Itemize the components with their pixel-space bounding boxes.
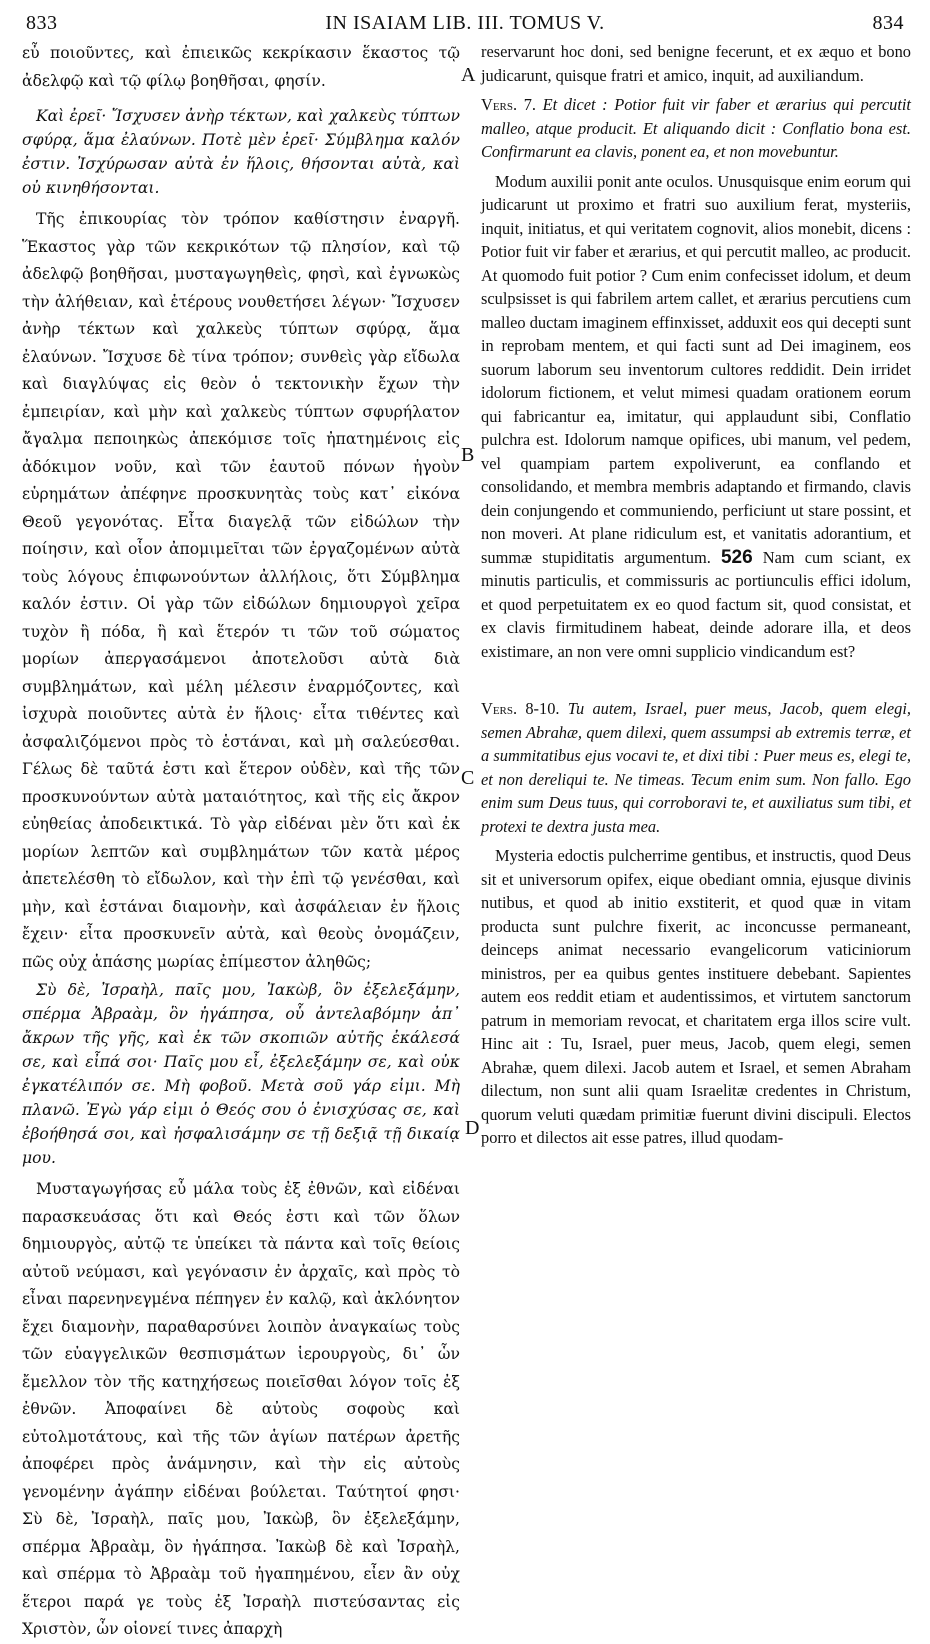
greek-commentary-2: Μυσταγωγήσας εὖ μάλα τοὺς ἐξ ἐθνῶν, καὶ εἰδέναι παρασκευάσας ὅτι καὶ Θεός ἐστι καὶ τῶν ὅλων δημιουργὸς, αὐτῷ τε ὑπείκει τὰ πάντα καὶ τοῖς θείοις αὐτοῦ νεύμασι, καὶ γεγόνασιν ἐν ἀρχαῖς, καὶ πρὸς τὸ εἶναι παρενηνεγμένα πέπηγεν ἐν καλῷ, καὶ ἀκλόνητον ἔχει διαμονὴν, παραθαρσύνει λοιπὸν ἀναγκαίως τοὺς τῶν εὐαγγελικῶν θεσπισμάτων ἱερουργοὺς, δι᾽ ὧν ἔμελλον τὸν τῆς κατηχήσεως ποιεῖσθαι λόγον τοῖς ἐξ ἐθνῶν. Ἀποφαίνει δὲ αὐτοὺς σοφοὺς καὶ εὐτολμοτάτους, καὶ τῆς τῶν ἁγίων πατέρων ἀρετῆς ἀποφέρει πρὸς ἀνάμνησιν, καὶ τὴν εἰς αὐτοὺς γενομένην ἀγάπην εἰδέναι βούλεται. Ταύτητοί φησι· Σὺ δὲ, Ἰσραὴλ, παῖς μου, Ἰακὼβ, ὃν ἐξελεξάμην, σπέρμα Ἀβραὰμ, ὃν ἠγάπησα. Ἰακὼβ δὲ καὶ Ἰσραὴλ, καὶ σπέρμα τὸ Ἀβραὰμ τοῦ ἠγαπημένου, εἶεν ἂν οὐχ ἕτεροι παρά γε τοὺς ἐξ Ἰσραὴλ πιστεύσαντας εἰς Χριστὸν, ὧν οἱονεί τινες ἀπαρχὴ <box>22 1180 460 1638</box>
greek-commentary: Τῆς ἐπικουρίας τὸν τρόπον καθίστησιν ἐναργῆ. Ἕκαστος γὰρ τῶν κεκρικότων τῷ πλησίον, καὶ τῷ ἀδελφῷ βοηθῆσαι, μυσταγωγηθεὶς, φησὶ, καὶ ἐγνωκὼς τὴν ἀλήθειαν, καὶ ἑτέρους νουθετήσει λέγων· Ἴσχυσεν ἀνὴρ τέκτων καὶ χαλκεὺς τύπτων σφύρᾳ, ἅμα ἐλαύνων. Ἴσχυσε δὲ τίνα τρόπον; συνθεὶς γὰρ εἴδωλα καὶ διαγλύψας εἰς θεὸν ὁ τεκτονικὴν ἔχων τὴν ἐμπειρίαν, καὶ μὴν καὶ χαλκεὺς τύπτων σφυρήλατον ἄγαλμα πεποιηκὼς ἀπεκόμισε τοῖς ἠπατημένοις εἰς ἀδόκιμον νοῦν, καὶ τῶν ἑαυτοῦ πόνων ἡγοὺν εὑρημάτων ἀπέφηνε προσκυνητὰς τοὺς κατ᾽ εἰκόνα Θεοῦ γεγονότας. Εἶτα διαγελᾷ τῶν εἰδώλων τὴν ποίησιν, καὶ οἷον ἀπομιμεῖται τῶν ἐργαζομένων αὐτὰ τοὺς λόγους ἐπιφωνούντων ἀλλήλοις, ὅτι Σύμβλημα καλόν ἐστιν. Οἱ γὰρ τῶν εἰδώλων δημιουργοὶ χεῖρα τυχὸν ἢ πόδα, ἢ καὶ ἕτερόν τι τῶν τοῦ σώματος μορίων ἀπεργασάμενοι ἀποτελοῦσι αὐτὰ διὰ συμβλημάτων, καὶ μέλη μέλεσιν ἐναρμόζοντες, καὶ ἰσχυρὰ ποιοῦντες αὐτὰ ἐν ἥλοις· εἶτα τιθέντες καὶ ἀσφαλιζόμενοι πρὸς τὸ ἑστάναι, καὶ μὴ σαλεύεσθαι. Γέλως δὲ ταῦτά ἐστι καὶ ἕτερον οὐδὲν, καὶ τῆς τῶν προσκυνούντων αὐτὰ ματαιότητος, καὶ τῆς εἰς ἄκρον εὐηθείας ἀποδεικτικά. Τὸ γὰρ εἰδέναι μὲν ὅτι καὶ ἐκ μορίων λεπτῶν καὶ συμβλημάτων τῶν κατὰ μέρος ἀπετελέσθη τὸ εἴδωλον, καὶ τὴν ἐπὶ τῷ γενέσθαι, καὶ μὴν, καὶ ἑστάναι διαμονὴν, καὶ ἀσφάλειαν ἐν ἥλοις ἔχειν· εἶτα προσκυνεῖν αὐτὰ, καὶ θεοὺς ὀνομάζειν, πῶς οὐχ ἁπάσης μωρίας ἐπίμεστον ἀληθῶς; <box>22 210 460 971</box>
greek-verse-7: Καὶ ἐρεῖ· Ἴσχυσεν ἀνὴρ τέκτων, καὶ χαλκεὺς τύπτων σφύρᾳ, ἅμα ἐλαύνων. Ποτὲ μὲν ἐρεῖ· Σύμβλημα καλόν ἐστιν. Ἰσχύρωσαν αὐτὰ ἐν ἥλοις, θήσονται αὐτὰ, καὶ οὐ κινηθήσονται. <box>22 107 460 197</box>
verse-label-2: Vers. 8-10. <box>481 699 560 718</box>
margin-marker-a: A <box>461 64 476 86</box>
verse-text-2: Tu autem, Israel, puer meus, Jacob, quem elegi, semen Abrahæ, quem dilexi, quem assumpsi ab extremis terræ, et a summitatibus ejus vocavi te, et dixi tibi : Puer meus es, elegi te, et non dereliqui te. Ne timeas. Tecum enim sum. Non fallo. Ego enim sum Deus tuus, qui corroboravi te, et auxiliatus sum tibi, et protexi te dextra justa mea. <box>481 699 911 836</box>
latin-paragraph: reservarunt hoc doni, sed benigne fecerunt, et ex æquo et bono judicarunt, quisque fratri et amico, inquit, ad auxiliandum. <box>481 42 911 85</box>
latin-commentary <box>481 170 911 664</box>
latin-verse-8-10 <box>481 697 911 838</box>
margin-marker-b: B <box>461 444 475 466</box>
latin-column <box>481 40 911 1150</box>
page-number-right: 834 <box>872 12 904 34</box>
latin-commentary-text: Modum auxilii ponit ante oculos. Unusquisque enim eorum qui judicarunt ut proximo et fratri suo auxilium ferat, mysteriis, inquit, initiatus, et qui veritatem cognovit, alios monebit, dicens : Potior fuit vir faber et ærarius, et qui percutit malleo, ac producit. At quomodo fuit potior ? Cum enim confecisset idolum, et deum sculpsisset is qui fabrilem artem callet, et ærarius percutiens cum malleo ductam imaginem effinxisset, adduxit eos qui decepti sunt in reprobam mentem, et qui facti sunt ad Dei imaginem, eos suorum laborum seu inventorum cultores reddidit. Dein irridet idolorum fictionem, et velut mimesi quadam orationem eorum qui fabricantur ea, imitatur, qui applaudunt sibi, Conflatio pulchra est. Idolorum namque opifices, ubi manum, vel pedem, vel quampiam partem expoliverunt, ea conflando et consolidando, et membra membris adaptando et firmando, clavis dein conjungendo et communiendo, perficiunt ut stare possint, et non moveri. At plane ridiculum est, et vanitatis adorantium, et summæ stupiditatis argumentum. <box>481 171 911 567</box>
greek-paragraph: εὖ ποιοῦντες, καὶ ἐπιεικῶς κεκρίκασιν ἕκαστος τῷ ἀδελφῷ καὶ τῷ φίλῳ βοηθῆσαι, φησίν. <box>22 44 460 90</box>
latin-commentary-3: Mysteria edoctis pulcherrime gentibus, et instructis, quod Deus sit et universorum opifex, eique obediant omnia, ejusque divinis nutibus, et quod ab initio exstiterit, et quod quæ in vitam producta sunt pulchre fixerit, ac inconcusse permaneant, deinceps animat necessario evangelicorum vaticiniorum ministros, per ea quibus gentes instituere debebant. Sapientes autem eos reddit etiam et audentissimos, et virtutem sanctorum patrum in memoriam revocat, et charitatem erga illos scire vult. Hinc ait : Tu, Israel, puer meus, Jacob, quem elegi, semen Abrahæ, quem dilexi. Jacob autem et Israel, et semen Abraham dilectum, non sunt alii quam Israelitæ credentes in Christum, quorum veluti quædam primitiæ fuerunt divini discipuli. Electos porro et dilectos ait esse patres, illud quodam- <box>481 846 911 1147</box>
latin-verse-7 <box>481 93 911 164</box>
verse-text: Et dicet : Potior fuit vir faber et ærarius qui percutit malleo, atque producit. Et aliquando dicit : Conflatio bona est. Confirmarunt ea clavis, ponent ea, et non movebuntur. <box>481 95 911 161</box>
greek-verse-8-10: Σὺ δὲ, Ἰσραὴλ, παῖς μου, Ἰακὼβ, ὃν ἐξελεξάμην, σπέρμα Ἀβραὰμ, ὃν ἠγάπησα, οὗ ἀντελαβόμην ἀπ᾽ ἄκρων τῆς γῆς, καὶ ἐκ τῶν σκοπιῶν αὐτῆς ἐκάλεσά σε, καὶ εἶπά σοι· Παῖς μου εἶ, ἐξελεξάμην σε, καὶ οὐκ ἐγκατέλιπόν σε. Μὴ φοβοῦ. Μετὰ σοῦ γάρ εἰμι. Μὴ πλανῶ. Ἐγὼ γάρ εἰμι ὁ Θεός σου ὁ ἐνισχύσας σε, καὶ ἐβοήθησά σοι, καὶ ἠσφαλισάμην σε τῇ δεξιᾷ τῇ δικαίᾳ μου. <box>22 981 460 1167</box>
greek-column <box>22 40 460 1644</box>
latin-commentary-text-2: Nam cum sciant, ex minutis particulis, et commissuris ac portiunculis effici idolum, et quod perpetuitatem ex eo quod factum sit, quod consistat, et ex clavis firmitudinem habeat, deinde adorare illa, et deos existimare, an non vere omni supplicio vindicandum est? <box>481 547 911 661</box>
margin-marker-c: C <box>461 767 475 789</box>
margin-marker-d: D <box>465 1117 480 1139</box>
running-header <box>26 12 904 38</box>
edition-page-number: 526 <box>720 546 753 568</box>
verse-label: Vers. 7. <box>481 95 536 114</box>
page-number-left: 833 <box>26 12 58 34</box>
running-title: IN ISAIAM LIB. III. TOMUS V. <box>325 12 605 34</box>
